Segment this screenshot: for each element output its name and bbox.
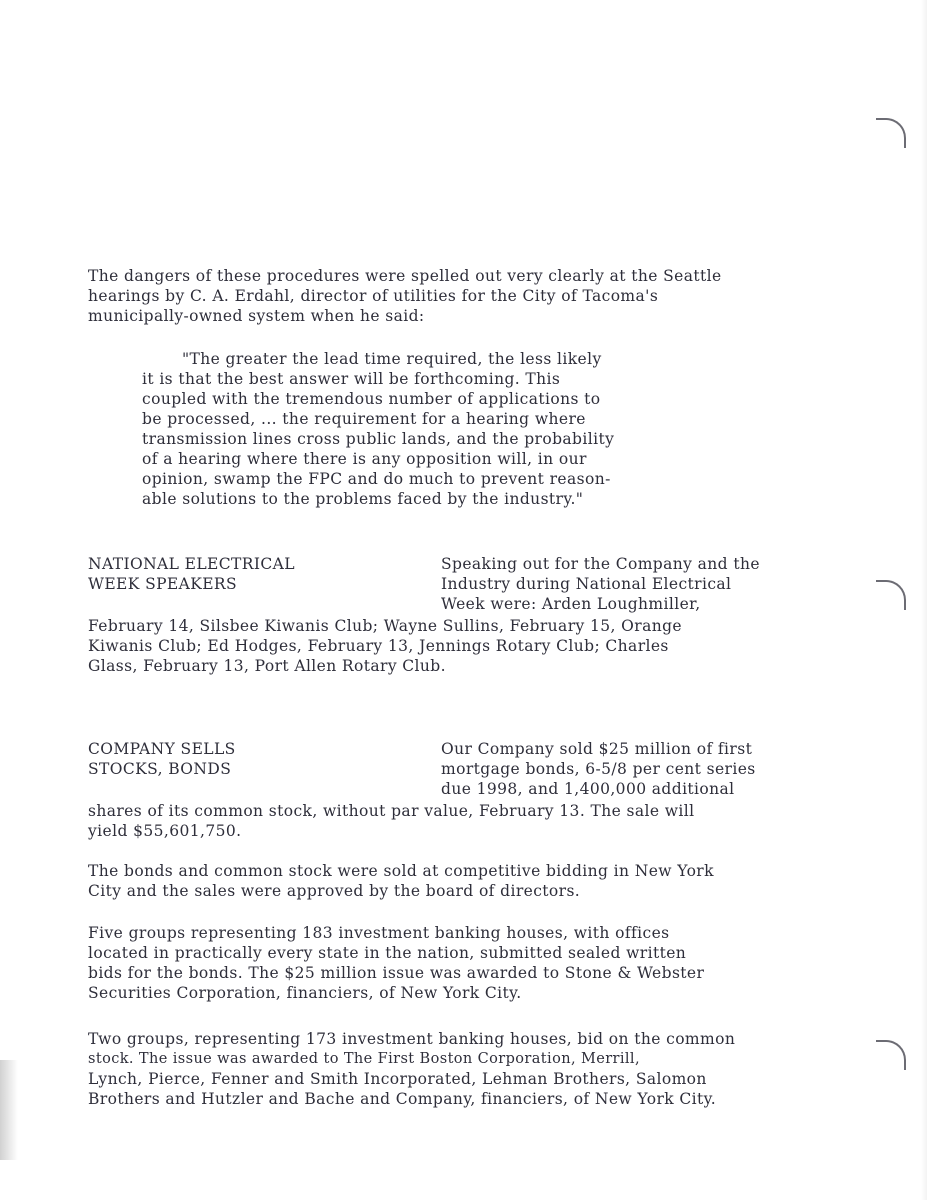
text-line: stock. The issue was awarded to The First Boston Corporation, Merrill, — [88, 1051, 640, 1067]
binder-hole-mark-middle — [876, 580, 906, 610]
text-line: located in practically every state in the nation, submitted sealed written — [88, 944, 687, 962]
text-line: February 14, Silsbee Kiwanis Club; Wayne Sullins, February 15, Orange — [88, 617, 682, 635]
text-line: Industry during National Electrical — [441, 575, 732, 593]
paragraph-bonds-sale — [88, 861, 714, 901]
text-line: Glass, February 13, Port Allen Rotary Club. — [88, 657, 446, 675]
paragraph-common-stock-bids — [88, 1029, 735, 1109]
section-heading-stocks — [88, 739, 236, 779]
text-line: The dangers of these procedures were spelled out very clearly at the Seattle — [88, 267, 722, 285]
quote-line: of a hearing where there is any opposition will, in our — [142, 450, 587, 468]
section-stocks-body — [88, 801, 694, 841]
section-stocks-intro — [441, 739, 756, 799]
quote-line: opinion, swamp the FPC and do much to prevent reason- — [142, 470, 611, 488]
text-line: Week were: Arden Loughmiller, — [441, 595, 701, 613]
heading-line: WEEK SPEAKERS — [88, 575, 238, 593]
text-line: municipally-owned system when he said: — [88, 307, 425, 325]
heading-line: STOCKS, BONDS — [88, 760, 232, 778]
text-line: Our Company sold $25 million of first — [441, 740, 753, 758]
heading-line: NATIONAL ELECTRICAL — [88, 555, 295, 573]
binder-hole-mark-top — [876, 118, 906, 148]
text-line: Kiwanis Club; Ed Hodges, February 13, Jennings Rotary Club; Charles — [88, 637, 669, 655]
text-line: Two groups, representing 173 investment banking houses, bid on the common — [88, 1030, 736, 1048]
text-line: Speaking out for the Company and the — [441, 555, 760, 573]
text-line: due 1998, and 1,400,000 additional — [441, 780, 735, 798]
text-line: yield $55,601,750. — [88, 822, 242, 840]
intro-paragraph — [88, 266, 722, 326]
heading-line: COMPANY SELLS — [88, 740, 236, 758]
block-quote — [142, 349, 614, 509]
text-line: hearings by C. A. Erdahl, director of utilities for the City of Tacoma's — [88, 287, 659, 305]
section-speakers-intro — [441, 554, 760, 614]
quote-line: transmission lines cross public lands, and the probability — [142, 430, 615, 448]
page-edge-shadow — [921, 0, 927, 1200]
text-line: shares of its common stock, without par value, February 13. The sale will — [88, 802, 695, 820]
binder-hole-mark-bottom — [876, 1040, 906, 1070]
section-speakers-body — [88, 616, 682, 676]
page-edge-shadow-left — [0, 1060, 18, 1160]
text-line: Lynch, Pierce, Fenner and Smith Incorporated, Lehman Brothers, Salomon — [88, 1070, 707, 1088]
paragraph-bond-bids — [88, 923, 704, 1003]
text-line: The bonds and common stock were sold at competitive bidding in New York — [88, 862, 714, 880]
text-line: Five groups representing 183 investment banking houses, with offices — [88, 924, 670, 942]
text-line: mortgage bonds, 6-5/8 per cent series — [441, 760, 756, 778]
quote-line: be processed, ... the requirement for a hearing where — [142, 410, 586, 428]
quote-line: "The greater the lead time required, the less likely — [182, 350, 602, 368]
quote-line: coupled with the tremendous number of applications to — [142, 390, 601, 408]
quote-line: it is that the best answer will be forthcoming. This — [142, 370, 561, 388]
text-line: City and the sales were approved by the board of directors. — [88, 882, 581, 900]
section-heading-speakers — [88, 554, 295, 594]
text-line: Brothers and Hutzler and Bache and Company, financiers, of New York City. — [88, 1090, 717, 1108]
quote-line: able solutions to the problems faced by the industry." — [142, 490, 584, 508]
text-line: Securities Corporation, financiers, of New York City. — [88, 984, 522, 1002]
text-line: bids for the bonds. The $25 million issue was awarded to Stone & Webster — [88, 964, 705, 982]
